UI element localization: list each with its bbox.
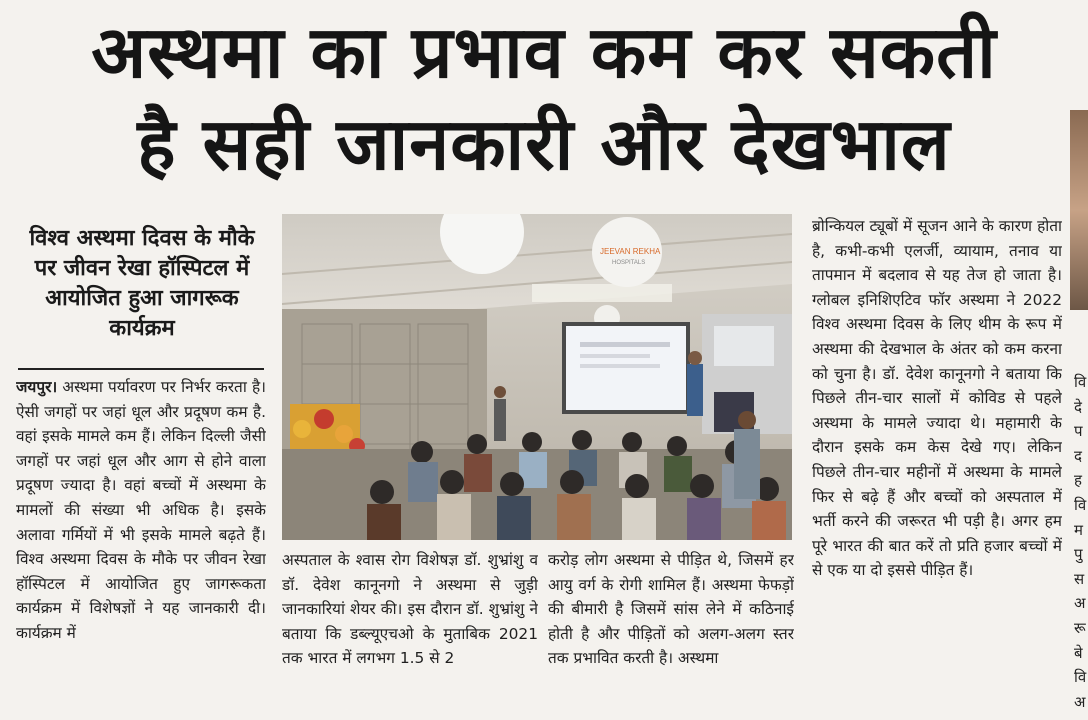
event-photo bbox=[282, 214, 792, 540]
article-column-4-text: ब्रोन्कियल ट्यूबों में सूजन आने के कारण होता है, कभी-कभी एलर्जी, व्यायाम, तनाव या तापमान में बदलाव से यह तेज हो जाता है। ग्लोबल इनिशिएटिव फॉर अस्थमा ने 2022 विश्व अस्थमा दिवस के लिए थीम के रूप में अस्थमा की देखभाल के अंतर को कम करना को चुना है। डॉ. देवेश कानूनगो ने बताया कि पिछले तीन-चार सालों में कोविड से पहले अस्थमा के मामले ज्यादा थे। महामारी के दौरान इसके कम केस देखे गए। लेकिन पिछले तीन-चार महीनों में अस्थमा के मामले फिर से बढ़े हैं और बच्चों को अस्पताल में भर्ती करने की जरूरत भी पड़ी है। अगर हम पूरे भारत की बात करें तो प्रति हजार बच्चों में से एक या दो इससे पीड़ित हैं। bbox=[812, 217, 1062, 580]
headline-line-2: है सही जानकारी और देखभाल bbox=[137, 102, 951, 186]
dateline: जयपुर। bbox=[16, 378, 58, 396]
event-photo-illustration bbox=[282, 214, 792, 540]
article-column-3 bbox=[548, 548, 794, 720]
balloon-logo-subtext: HOSPITALS bbox=[612, 260, 646, 266]
article-column-1-text: अस्थमा पर्यावरण पर निर्भर करता है। ऐसी जगहों पर जहां धूल और प्रदूषण कम है. वहां इसके मामले कम हैं। लेकिन दिल्ली जैसी जगहों पर जहां धूल और आग से होने वाला प्रदूषण ज्यादा है। वहां बच्चों में अस्थमा के मामलों की संख्या भी अधिक है। इसके अलावा गर्मियों में भी इसके मामले बढ़ते हैं। विश्व अस्थमा दिवस के मौके पर जीवन रेखा हॉस्पिटल में आयोजित हुए जागरूकता कार्यक्रम में विशेषज्ञों ने यह जानकारी दी। कार्यक्रम में bbox=[16, 378, 266, 642]
article-column-4 bbox=[812, 214, 1062, 720]
article-column-1 bbox=[16, 375, 266, 720]
headline bbox=[0, 6, 1088, 190]
adjacent-column-edge-text: वि दे प द ह वि म पु स अ रू बे वि अ bbox=[1074, 373, 1087, 711]
balloon-logo-text: JEEVAN REKHA bbox=[600, 247, 661, 256]
headline-line-1: अस्थमा का प्रभाव कम कर सकती bbox=[91, 10, 997, 94]
article-column-2-text: अस्पताल के श्वास रोग विशेषज्ञ डॉ. शुभ्रांशु व डॉ. देवेश कानूनगो ने अस्थमा से जुड़ी जानकारियां शेयर की। इस दौरान डॉ. शुभ्रांशु ने बताया कि डब्ल्यूएचओ के मुताबिक 2021 तक भारत में लगभग 1.5 से 2 bbox=[282, 551, 538, 668]
adjacent-page-photo-edge bbox=[1070, 110, 1088, 310]
subheadline-divider bbox=[18, 368, 264, 370]
article-column-2 bbox=[282, 548, 538, 720]
subheadline: विश्व अस्थमा दिवस के मौके पर जीवन रेखा हॉस्पिटल में आयोजित हुआ जागरूक कार्यक्रम bbox=[29, 226, 255, 341]
article-column-3-text: करोड़ लोग अस्थमा से पीड़ित थे, जिसमें हर आयु वर्ग के रोगी शामिल हैं। अस्थमा फेफड़ों की बीमारी है जिसमें सांस लेने में कठिनाई होती है और पीड़ितों को अलग-अलग स्तर तक प्रभावित करती है। अस्थमा bbox=[548, 551, 794, 668]
